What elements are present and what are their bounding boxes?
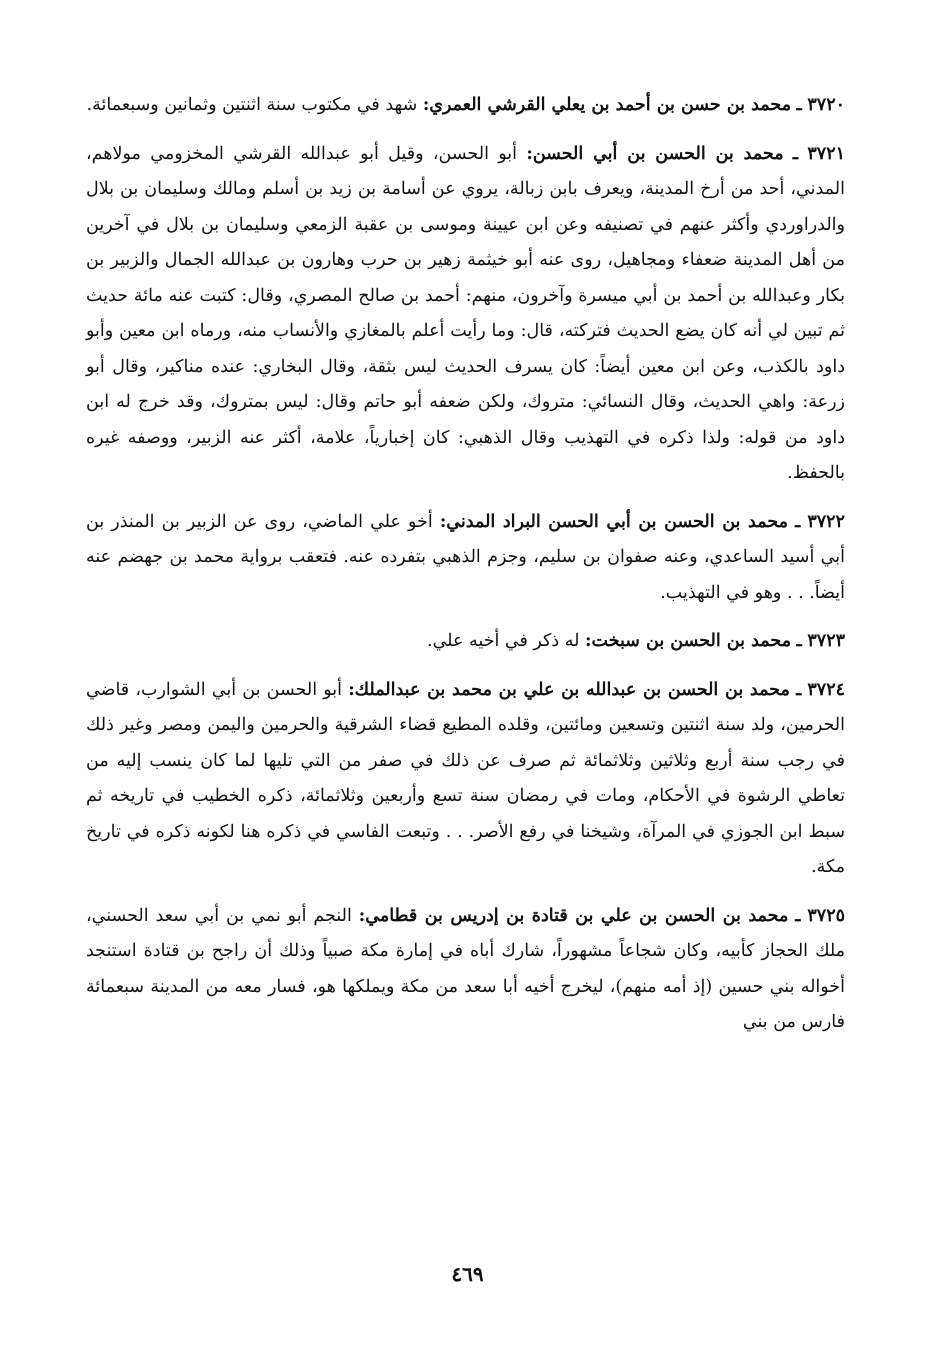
entry-number: ٣٧٢٠ xyxy=(807,95,845,115)
entry-number: ٣٧٢١ xyxy=(807,143,845,164)
entry-number: ٣٧٢٥ xyxy=(807,905,845,926)
entry-name: محمد بن الحسن بن عبدالله بن علي بن محمد بن عبدالملك: xyxy=(348,679,790,700)
page-number: ٤٦٩ xyxy=(451,1262,484,1286)
biography-entry-3724 xyxy=(86,673,845,886)
entry-separator: ـ xyxy=(795,511,801,532)
entry-text: النجم أبو نمي بن أبي سعد الحسني، ملك الحجاز كأبيه، وكان شجاعاً مشهوراً، شارك أباه في إمارة مكة صبياً وذلك أن راجح بن قتادة استنجد أخواله بني حسين (إذ أمه منهم)، ليخرج أخيه أبا سعد من مكة ويملكها هو، فسار معه من المدينة سبعمائة فارس من بني xyxy=(86,905,845,1032)
entry-separator: ـ xyxy=(795,905,801,926)
entry-text: شهد في مكتوب سنة اثنتين وثمانين وسبعمائة. xyxy=(86,95,418,115)
biography-entry-3721 xyxy=(86,137,845,492)
entry-name: محمد بن حسن بن أحمد بن يعلي القرشي العمري: xyxy=(422,95,792,115)
entry-text: أبو الحسن، وقيل أبو عبدالله القرشي المخزومي مولاهم، المدني، أحد من أرخ المدينة، ويعرف بابن زبالة، يروي عن أسامة بن زيد بن أسلم ومالك وسليمان بن بلال والدراوردي وأكثر عنهم في تصنيفه وعن ابن عيينة وموسى بن عقبة الزمعي وسليمان بن بلال في آخرين من أهل المدينة ضعفاء ومجاهيل، روى عنه أبو خيثمة زهير بن حرب وهارون بن عبدالله الجمال والزبير بن بكار وعبدالله بن أحمد بن أبي ميسرة وآخرون، منهم: أحمد بن صالح المصري، وقال: كتبت عنه مائة حديث ثم تبين لي أنه كان يضع الحديث فتركته، قال: وما رأيت أعلم بالمغازي والأنساب منه، ورماه ابن معين وأبو داود بالكذب، وعن ابن معين أيضاً: كان يسرف الحديث ليس بثقة، وقال البخاري: عنده مناكير، وقال أبو زرعة: واهي الحديث، وقال النسائي: متروك، ولكن ضعفه أبو حاتم وقال: ليس بمتروك، وقد خرج له ابن داود من قوله: ولذا ذكره في التهذيب وقال الذهبي: كان إخبارياً، علامة، أكثر عنه الزبير، ووصفه غيره بالحفظ. xyxy=(86,143,845,483)
entry-name: محمد بن الحسن بن أبي الحسن البراد المدني: xyxy=(439,511,788,532)
biography-entry-3720 xyxy=(86,88,845,124)
biography-entry-3725 xyxy=(86,899,845,1041)
biography-entry-3722 xyxy=(86,505,845,612)
entry-name: محمد بن الحسن بن علي بن قتادة بن إدريس بن قطامي: xyxy=(358,905,789,926)
entry-separator: ـ xyxy=(796,679,802,700)
entry-name: محمد بن الحسن بن سبخت: xyxy=(585,631,792,651)
entry-separator: ـ xyxy=(792,143,799,164)
entry-text: أبو الحسن بن أبي الشوارب، قاضي الحرمين، ولد سنة اثنتين وتسعين ومائتين، وقلده المطيع قضاء الشرقية والحرمين واليمن ومصر وغير ذلك في رجب سنة أربع وثلاثين وثلاثمائة ثم صرف عن ذلك في صفر من التي تليها لما كان ينسب إليه من تعاطي الرشوة في الأحكام، ومات في رمضان سنة تسع وأربعين وثلاثمائة، ذكره الخطيب في تاريخه ثم سبط ابن الجوزي في المرآة، وشيخنا في رفع الأصر. . . وتبعت الفاسي في ذكره هنا لكونه ذكره في تاريخ مكة. xyxy=(86,679,845,877)
entry-number: ٣٧٢٢ xyxy=(807,511,845,532)
entry-separator: ـ xyxy=(796,631,802,651)
entry-text: أخو علي الماضي، روى عن الزبير بن المنذر بن أبي أسيد الساعدي، وعنه صفوان بن سليم، وجزم الذهبي بتفرده عنه. فتعقب برواية محمد بن جهضم عنه أيضاً. . . وهو في التهذيب. xyxy=(86,511,845,603)
entry-number: ٣٧٢٤ xyxy=(807,679,845,700)
entry-number: ٣٧٢٣ xyxy=(807,631,845,651)
entry-separator: ـ xyxy=(796,95,802,115)
entry-name: محمد بن الحسن بن أبي الحسن: xyxy=(526,143,784,164)
biography-entry-3723 xyxy=(86,624,845,660)
entry-text: له ذكر في أخيه علي. xyxy=(427,631,580,651)
